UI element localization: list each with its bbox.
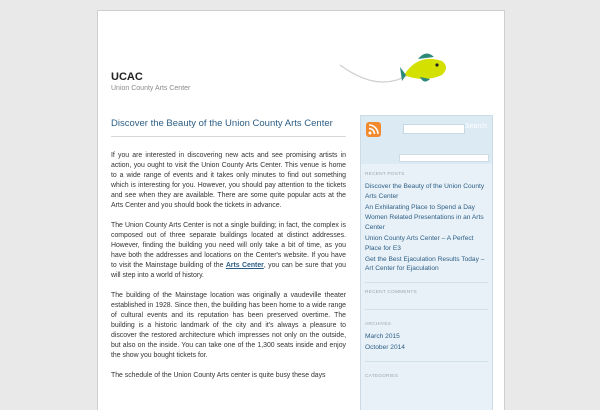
divider — [365, 282, 488, 283]
post-title[interactable]: Discover the Beauty of the Union County Arts Center — [111, 118, 346, 137]
arts-center-link[interactable]: Arts Center — [225, 262, 264, 269]
categories-section — [361, 374, 492, 379]
recent-posts-section — [361, 172, 492, 283]
site-description: Union County Arts Center — [111, 85, 191, 92]
post-paragraph-3: The building of the Mainstage location was originally a vaudeville theater established in 1928. Since then, the building has been home to a wide range of cultural events and its reputation has been preserved overtime. The building is a historic landmark of the city and it's always a pleasure to discover the restored architecture which impresses not only on the outside, but also on the inside. You can take one of the 1,300 seats inside and enjoy the show you bought tickets for. — [111, 292, 346, 359]
recent-comments-heading: RECENT COMMENTS — [365, 290, 417, 296]
sidebar-top — [361, 116, 492, 165]
archives-heading: ARCHIVES — [365, 322, 392, 328]
page-container — [97, 10, 505, 410]
recent-post-link[interactable]: An Exhilarating Place to Spend a Day — [365, 203, 475, 211]
rss-icon[interactable] — [366, 122, 381, 137]
post-paragraph-2-tail: , you can be sure that you will step into a world of history. — [111, 262, 347, 279]
recent-post-link[interactable]: Women Related Presentations in an Arts Center — [365, 214, 484, 232]
site-header — [98, 11, 504, 116]
archive-link[interactable]: March 2015 — [365, 333, 400, 341]
fish-logo-icon — [338, 45, 458, 95]
post-paragraph-4: The schedule of the Union County Arts center is quite busy these days — [111, 372, 326, 379]
sidebar — [360, 115, 493, 410]
post-paragraph-1: If you are interested in discovering new acts and see promising artists in action, you ought to visit the Union County Arts Center. This venue is home to a wide range of events and it takes only minutes to find out something which is interesting for you. However, you should pay attention to the tickets and see when they are available. There are some quite popular acts at the Arts Center and you should book the tickets in advance. — [111, 152, 346, 209]
post-body — [111, 151, 346, 381]
recent-posts-list — [365, 182, 488, 274]
search-input[interactable] — [403, 124, 465, 134]
recent-post-link[interactable]: Discover the Beauty of the Union County Arts Center — [365, 183, 485, 200]
archive-link[interactable]: October 2014 — [365, 343, 405, 351]
divider — [365, 309, 488, 310]
sidebar-bar — [399, 154, 489, 162]
recent-comments-section — [361, 290, 492, 310]
main-content — [111, 118, 346, 391]
post-paragraph-2 — [111, 221, 346, 281]
recent-posts-heading: RECENT POSTS — [365, 172, 405, 177]
post-paragraph-2-text: The Union County Arts Center is not a single building; in fact, the complex is composed out of three separate buildings located at distinct addresses. However, finding the building you need will only take a bit of time, as you have both the addresses and locations on the Center's website. If you have to visit the Mainstage building of the — [111, 222, 346, 269]
site-title[interactable]: UCAC — [111, 71, 143, 83]
recent-post-link[interactable]: Get the Best Ejaculation Results Today – Art Center for Ejaculation — [365, 255, 485, 273]
categories-heading: CATEGORIES — [365, 373, 399, 379]
search-button[interactable]: Search — [465, 123, 488, 130]
divider — [365, 361, 488, 362]
archives-list — [365, 332, 488, 353]
recent-post-link[interactable]: Union County Arts Center – A Perfect Place for E3 — [365, 234, 474, 252]
archives-section — [361, 322, 492, 362]
